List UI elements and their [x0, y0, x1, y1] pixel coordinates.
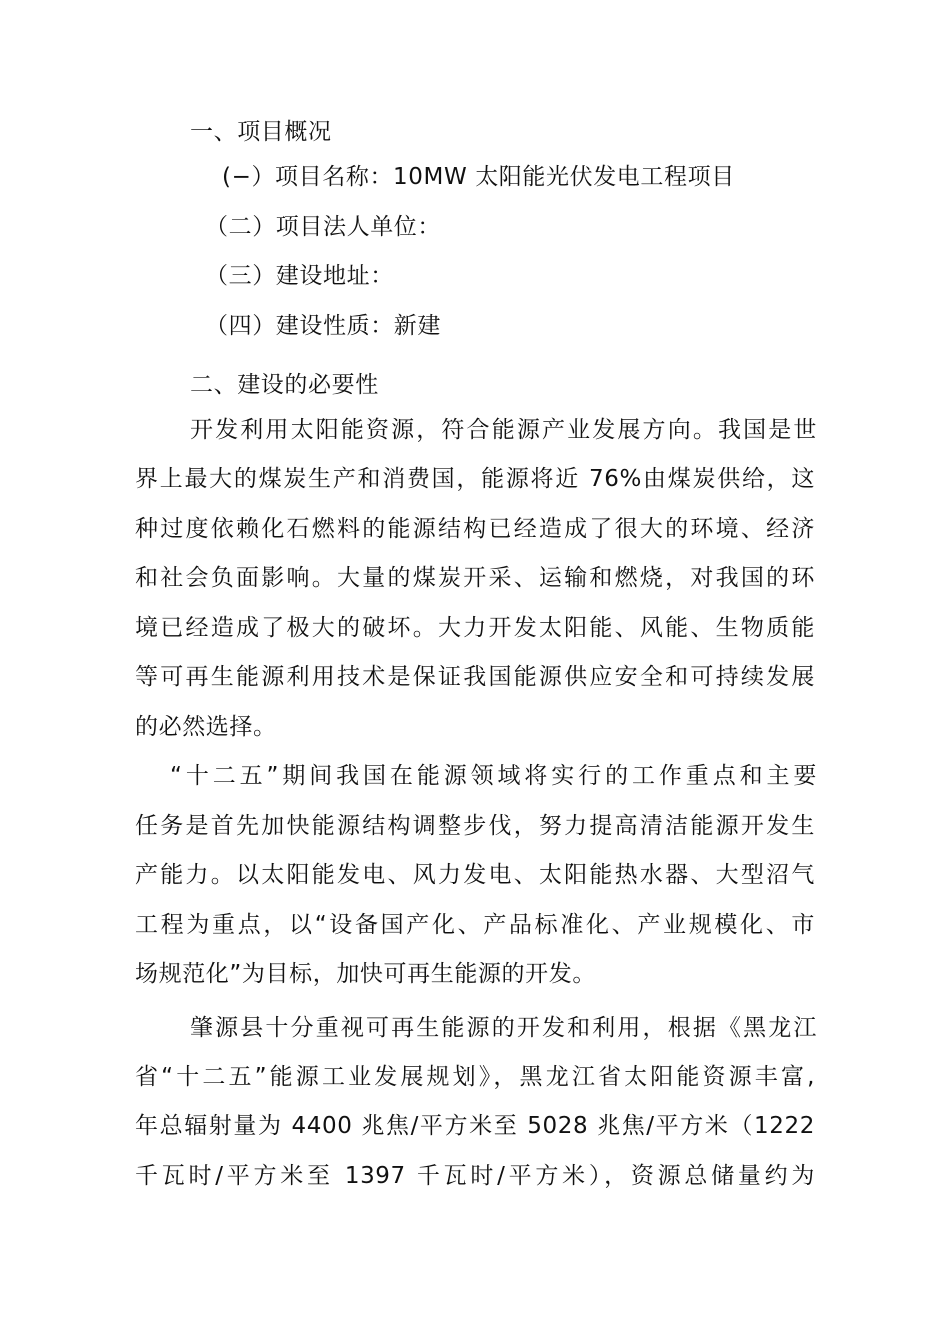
- paragraph1-line7: 的必然选择。: [135, 714, 277, 740]
- paragraph2-line3: 产能力。以太阳能发电、风力发电、太阳能热水器、大型沼气: [135, 862, 815, 888]
- paragraph2-line4: 工程为重点，以“设备国产化、产品标准化、产业规模化、市: [135, 912, 815, 938]
- paragraph1-line2: 界上最大的煤炭生产和消费国，能源将近 76%由煤炭供给，这: [135, 466, 815, 492]
- paragraph3-line3: 年总辐射量为 4400 兆焦/平方米至 5028 兆焦/平方米（1222: [135, 1113, 815, 1139]
- section-heading-necessity: 二、建设的必要性: [190, 372, 379, 398]
- section-heading-overview: 一、项目概况: [190, 119, 332, 145]
- paragraph2-line5: 场规范化”为目标，加快可再生能源的开发。: [135, 961, 596, 987]
- paragraph1-line4: 和社会负面影响。大量的煤炭开采、运输和燃烧，对我国的环: [135, 565, 815, 591]
- paragraph1-line5: 境已经造成了极大的破坏。大力开发太阳能、风能、生物质能: [135, 615, 815, 641]
- item-construction-address: （三）建设地址：: [205, 263, 394, 289]
- paragraph3-line4: 千瓦时/平方米至 1397 千瓦时/平方米），资源总储量约为: [135, 1163, 815, 1189]
- paragraph1-line1: 开发利用太阳能资源，符合能源产业发展方向。我国是世: [190, 417, 817, 443]
- paragraph3-line1: 肇源县十分重视可再生能源的开发和利用，根据《黑龙江: [190, 1015, 817, 1041]
- paragraph1-line6: 等可再生能源利用技术是保证我国能源供应安全和可持续发展: [135, 664, 815, 690]
- paragraph2-line1: “十二五”期间我国在能源领域将实行的工作重点和主要: [170, 763, 817, 789]
- item-construction-nature: （四）建设性质：新建: [205, 313, 441, 339]
- item-legal-entity: （二）项目法人单位：: [205, 214, 441, 240]
- paragraph1-line3: 种过度依赖化石燃料的能源结构已经造成了很大的环境、经济: [135, 516, 815, 542]
- paragraph2-line2: 任务是首先加快能源结构调整步伐，努力提高清洁能源开发生: [135, 813, 815, 839]
- paragraph3-line2: 省“十二五”能源工业发展规划》，黑龙江省太阳能资源丰富,: [135, 1064, 815, 1090]
- item-project-name: (−）项目名称：10MW 太阳能光伏发电工程项目: [222, 164, 735, 190]
